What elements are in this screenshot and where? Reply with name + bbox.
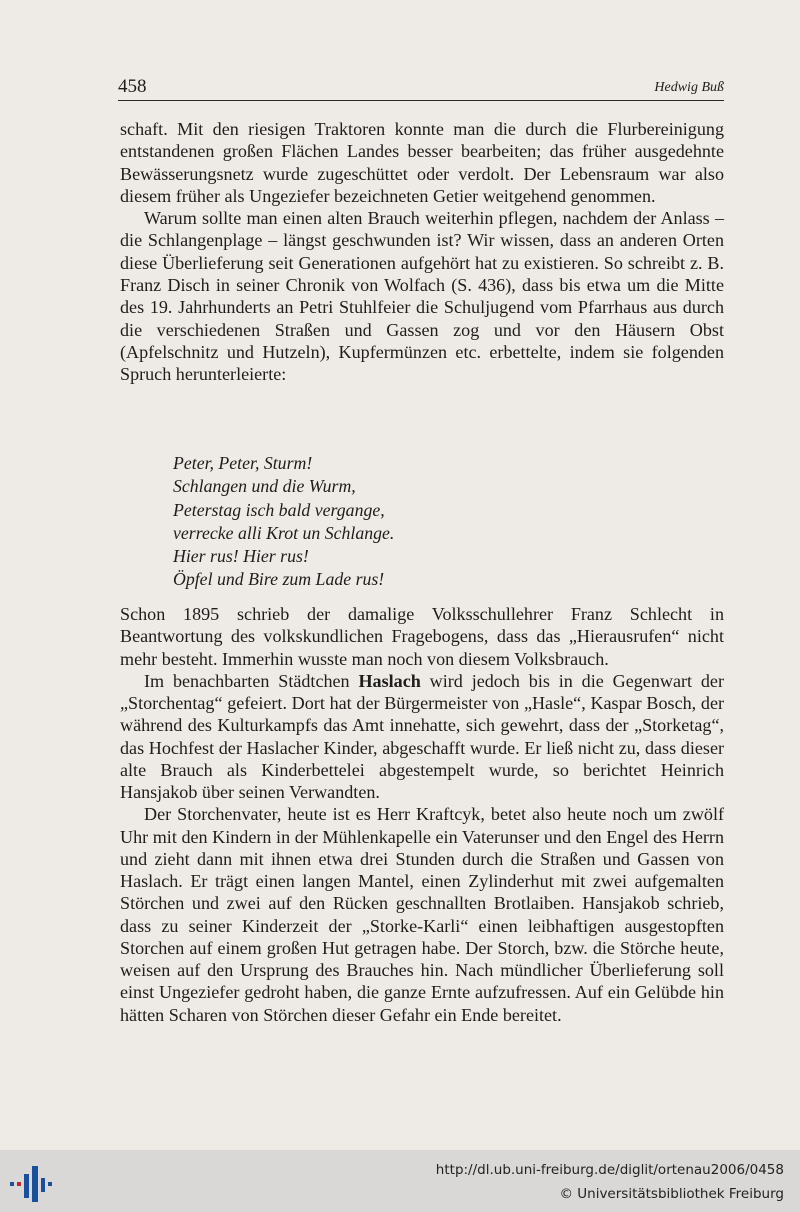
- verse-block: [173, 452, 394, 592]
- paragraph-1: schaft. Mit den riesigen Traktoren konnte man die durch die Flurbereinigung entstandenen großen Flächen Landes besser bearbeiten; das früher ausgedehnte Bewässerungsnetz wurde zugeschüttet oder verdolt. Der Lebensraum war also diesem früher als Ungeziefer bezeichneten Getier weitgehend genommen.: [120, 119, 724, 206]
- body-text-bottom: [120, 603, 724, 1026]
- paragraph-3: Schon 1895 schrieb der damalige Volksschullehrer Franz Schlecht in Beantwortung des volkskundlichen Fragebogens, dass das „Hierausrufen“ nicht mehr besteht. Immerhin wusste man noch von diesem Volksbrauch.: [120, 604, 724, 669]
- paragraph-4: [120, 670, 724, 804]
- verse-line: Peterstag isch bald vergange,: [173, 499, 385, 520]
- source-url-link[interactable]: http://dl.ub.uni-freiburg.de/diglit/ortenau2006/0458: [435, 1162, 784, 1178]
- copyright-text: © Universitätsbibliothek Freiburg: [559, 1186, 784, 1202]
- viewer-footer: [0, 1150, 800, 1212]
- verse-line: Peter, Peter, Sturm!: [173, 453, 313, 473]
- paragraph-4-start: Im benachbarten Städtchen: [144, 670, 359, 691]
- verse-line: Schlangen und die Wurm,: [173, 476, 356, 497]
- page-number: 458: [118, 76, 147, 97]
- verse-line: verrecke alli Krot un Schlange.: [173, 522, 395, 543]
- library-logo-icon: [10, 1164, 54, 1204]
- paragraph-4-rest: wird jedoch bis in die Gegenwart der „Storchentag“ gefeiert. Dort hat der Bürgermeister von „Hasle“, Kaspar Bosch, der während des Kulturkampfs das Amt innehatte, sich gewehrt, dass der „Storketag“, das Hochfest der Haslacher Kinder, abgeschafft wurde. Er ließ nicht zu, dass dieser alte Brauch als Kinderbettelei abgestempelt wurde, so berichtet Heinrich Hansjakob über seinen Verwandten.: [120, 670, 724, 802]
- running-author: Hedwig Buß: [654, 80, 724, 95]
- verse-line: Öpfel und Bire zum Lade rus!: [173, 569, 385, 590]
- running-header: [118, 76, 724, 101]
- haslach-bold: Haslach: [358, 670, 421, 691]
- verse-line: Hier rus! Hier rus!: [173, 546, 309, 567]
- body-text-top: [120, 118, 724, 386]
- paragraph-2: Warum sollte man einen alten Brauch weiterhin pflegen, nachdem der Anlass – die Schlangenplage – längst geschwunden ist? Wir wissen, dass an anderen Orten diese Überlieferung seit Generationen aufgehört hat zu existieren. So schreibt z. B. Franz Disch in seiner Chronik von Wolfach (S. 436), dass bis etwa um die Mitte des 19. Jahrhunderts an Petri Stuhlfeier die Schuljugend vom Pfarrhaus aus durch die verschiedenen Straßen und Gassen zog und vor den Häusern Obst (Apfelschnitz und Hutzeln), Kupfermünzen etc. erbettelte, indem sie folgenden Spruch herunterleierte:: [120, 208, 724, 385]
- paragraph-5: Der Storchenvater, heute ist es Herr Kraftcyk, betet also heute noch um zwölf Uhr mit den Kindern in der Mühlenkapelle ein Vaterunser und den Engel des Herrn und zieht dann mit ihnen etwa drei Stunden durch die Straßen und Gassen von Haslach. Er trägt einen langen Mantel, einen Zylinderhut mit zwei aufgemalten Störchen und zwei auf den Rücken geschnallten Brotlaiben. Hansjakob schrieb, dass zu seiner Kinderzeit der „Storke-Karli“ einen leibhaftigen ausgestopften Storchen auf einem großen Hut getragen habe. Der Storch, bzw. die Störche heute, weisen auf den Ursprung des Brauches hin. Nach mündlicher Überlieferung soll einst Ungeziefer gedroht haben, die ganze Ernte aufzufressen. Auf ein Gelübde hin hätten Scharen von Störchen dieser Gefahr ein Ende bereitet.: [120, 804, 724, 1025]
